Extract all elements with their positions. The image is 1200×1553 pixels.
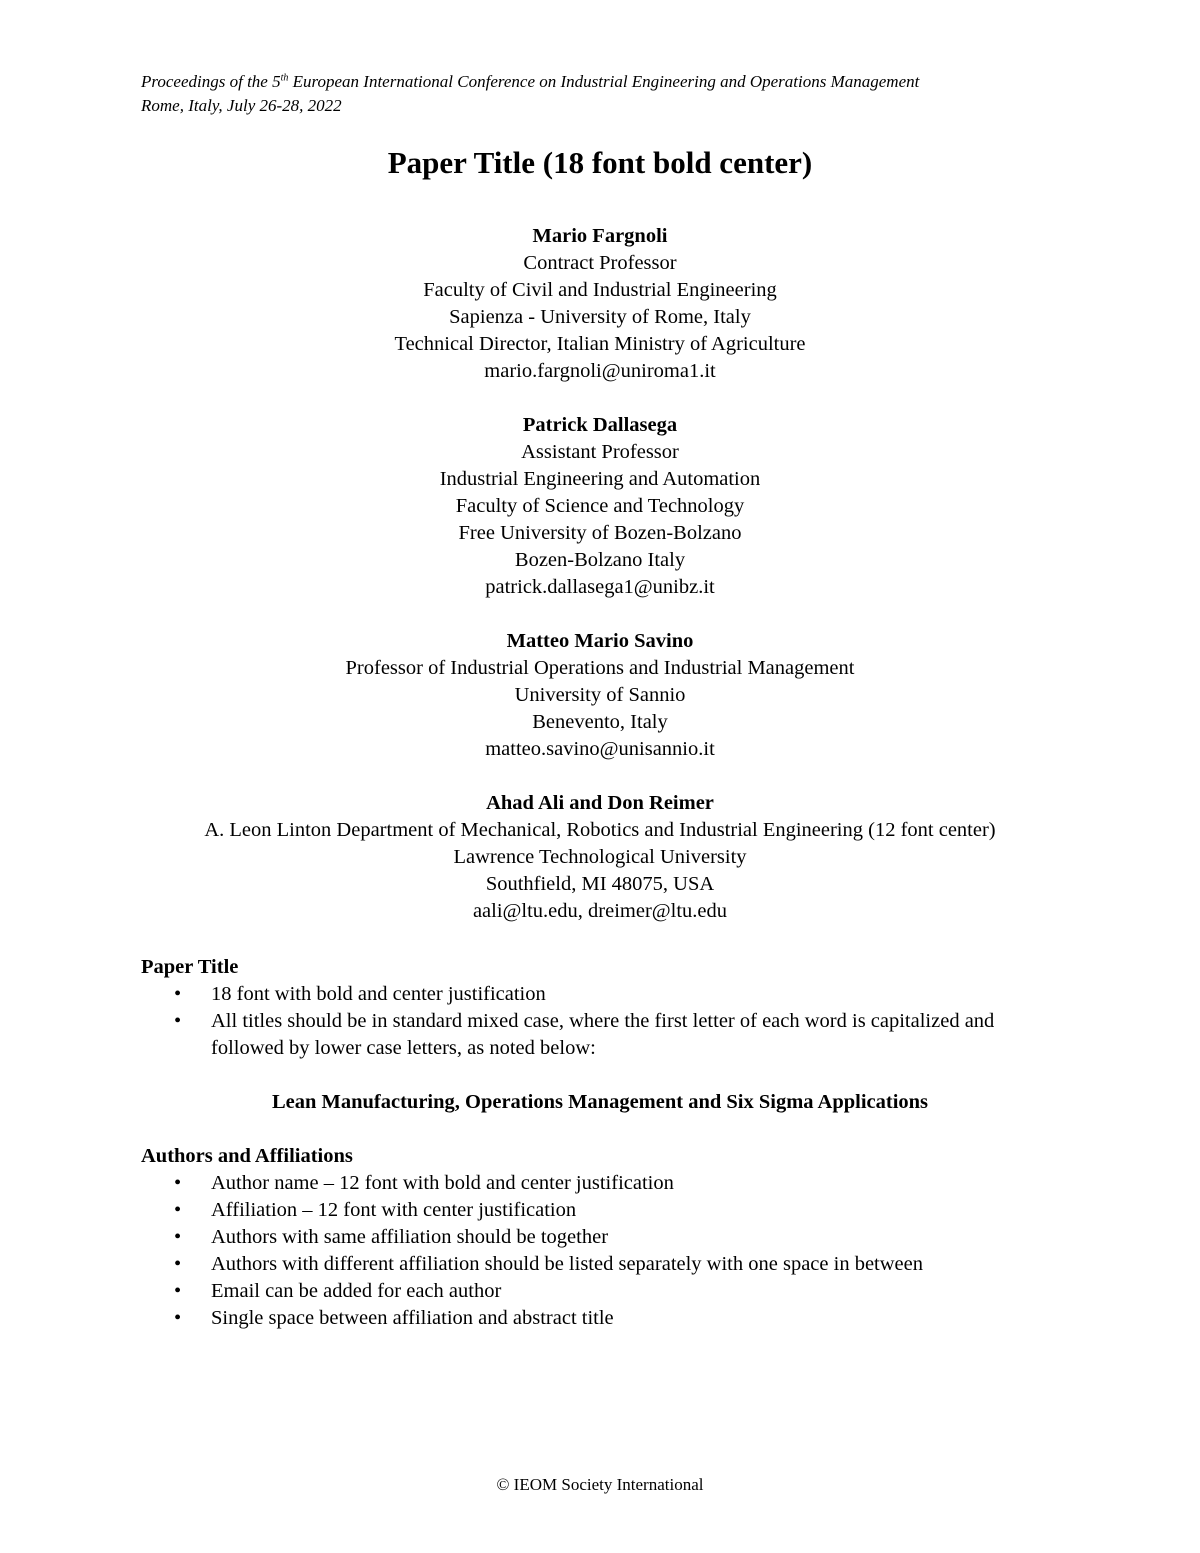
affiliation-line: Assistant Professor	[521, 441, 679, 463]
bullet-icon: •	[174, 1226, 182, 1248]
bullet-icon: •	[174, 983, 182, 1005]
list-item-text: Affiliation – 12 font with center justification	[211, 1199, 577, 1221]
author-email: mario.fargnoli@uniroma1.it	[484, 360, 716, 382]
bullet-icon: •	[174, 1172, 182, 1194]
list-item	[141, 1170, 1061, 1197]
bullet-icon: •	[174, 1199, 182, 1221]
affiliation-line: University of Sannio	[514, 684, 686, 706]
list-item	[141, 1008, 1061, 1062]
author-email: matteo.savino@unisannio.it	[485, 738, 715, 760]
affiliation-line: Benevento, Italy	[532, 711, 668, 733]
affiliation-line: Bozen-Bolzano Italy	[514, 549, 686, 571]
affiliation-line: Lawrence Technological University	[453, 846, 747, 868]
copyright-footer: © IEOM Society International	[496, 1475, 704, 1494]
author-block	[0, 223, 1200, 385]
affiliation-line: Faculty of Science and Technology	[455, 495, 745, 517]
list-item	[141, 1305, 1061, 1332]
author-block	[0, 628, 1200, 763]
author-name: Patrick Dallasega	[522, 414, 678, 436]
proceedings-header	[141, 70, 1101, 118]
section-heading-paper-title: Paper Title	[141, 956, 239, 978]
example-title: Lean Manufacturing, Operations Management and Six Sigma Applications	[271, 1091, 929, 1113]
list-item-text: Author name – 12 font with bold and center justification	[211, 1172, 674, 1194]
header-line-1-rest: European International Conference on Industrial Engineering and Operations Management	[288, 72, 920, 91]
bullet-icon: •	[174, 1280, 182, 1302]
author-name: Matteo Mario Savino	[506, 630, 694, 652]
header-ordinal-superscript: th	[280, 72, 289, 84]
list-item-text: 18 font with bold and center justification	[211, 983, 546, 1005]
list-item	[141, 1197, 1061, 1224]
affiliation-line: Professor of Industrial Operations and Industrial Management	[345, 657, 855, 679]
affiliation-line: Technical Director, Italian Ministry of Agriculture	[394, 333, 806, 355]
author-name: Mario Fargnoli	[532, 225, 668, 247]
authors-bullet-list	[141, 1170, 1061, 1332]
header-line-1-text: Proceedings of the 5	[141, 72, 281, 91]
affiliation-line: Contract Professor	[523, 252, 677, 274]
affiliation-line: Industrial Engineering and Automation	[439, 468, 761, 490]
list-item	[141, 981, 1061, 1008]
section-heading-authors: Authors and Affiliations	[141, 1145, 353, 1167]
affiliation-line: Sapienza - University of Rome, Italy	[449, 306, 751, 328]
list-item-text: Authors with different affiliation should be listed separately with one space in between	[211, 1253, 923, 1275]
list-item	[141, 1278, 1061, 1305]
bullet-icon: •	[174, 1253, 182, 1275]
affiliation-line: Faculty of Civil and Industrial Engineering	[423, 279, 777, 301]
formatting-notes	[141, 954, 1061, 1332]
bullet-icon: •	[174, 1010, 182, 1032]
affiliation-line: Free University of Bozen-Bolzano	[458, 522, 742, 544]
list-item-text: Email can be added for each author	[211, 1280, 502, 1302]
paper-title-bullet-list	[141, 981, 1061, 1062]
author-email: patrick.dallasega1@unibz.it	[485, 576, 715, 598]
header-line-2: Rome, Italy, July 26-28, 2022	[141, 96, 342, 115]
affiliation-line: A. Leon Linton Department of Mechanical, Robotics and Industrial Engineering (12 font center)	[204, 819, 996, 841]
list-item	[141, 1224, 1061, 1251]
list-item-text: All titles should be in standard mixed case, where the first letter of each word is capitalized and followed by lower case letters, as noted below:	[211, 1010, 995, 1059]
authors-list	[0, 223, 1200, 952]
affiliation-line: Southfield, MI 48075, USA	[485, 873, 715, 895]
author-block	[0, 412, 1200, 601]
author-email: aali@ltu.edu, dreimer@ltu.edu	[472, 900, 728, 922]
paper-title: Paper Title (18 font bold center)	[387, 145, 813, 180]
author-block	[0, 790, 1200, 925]
author-name: Ahad Ali and Don Reimer	[486, 792, 714, 814]
list-item	[141, 1251, 1061, 1278]
header-line-1	[141, 70, 1101, 94]
list-item-text: Authors with same affiliation should be together	[211, 1226, 609, 1248]
list-item-text: Single space between affiliation and abstract title	[211, 1307, 614, 1329]
bullet-icon: •	[174, 1307, 182, 1329]
